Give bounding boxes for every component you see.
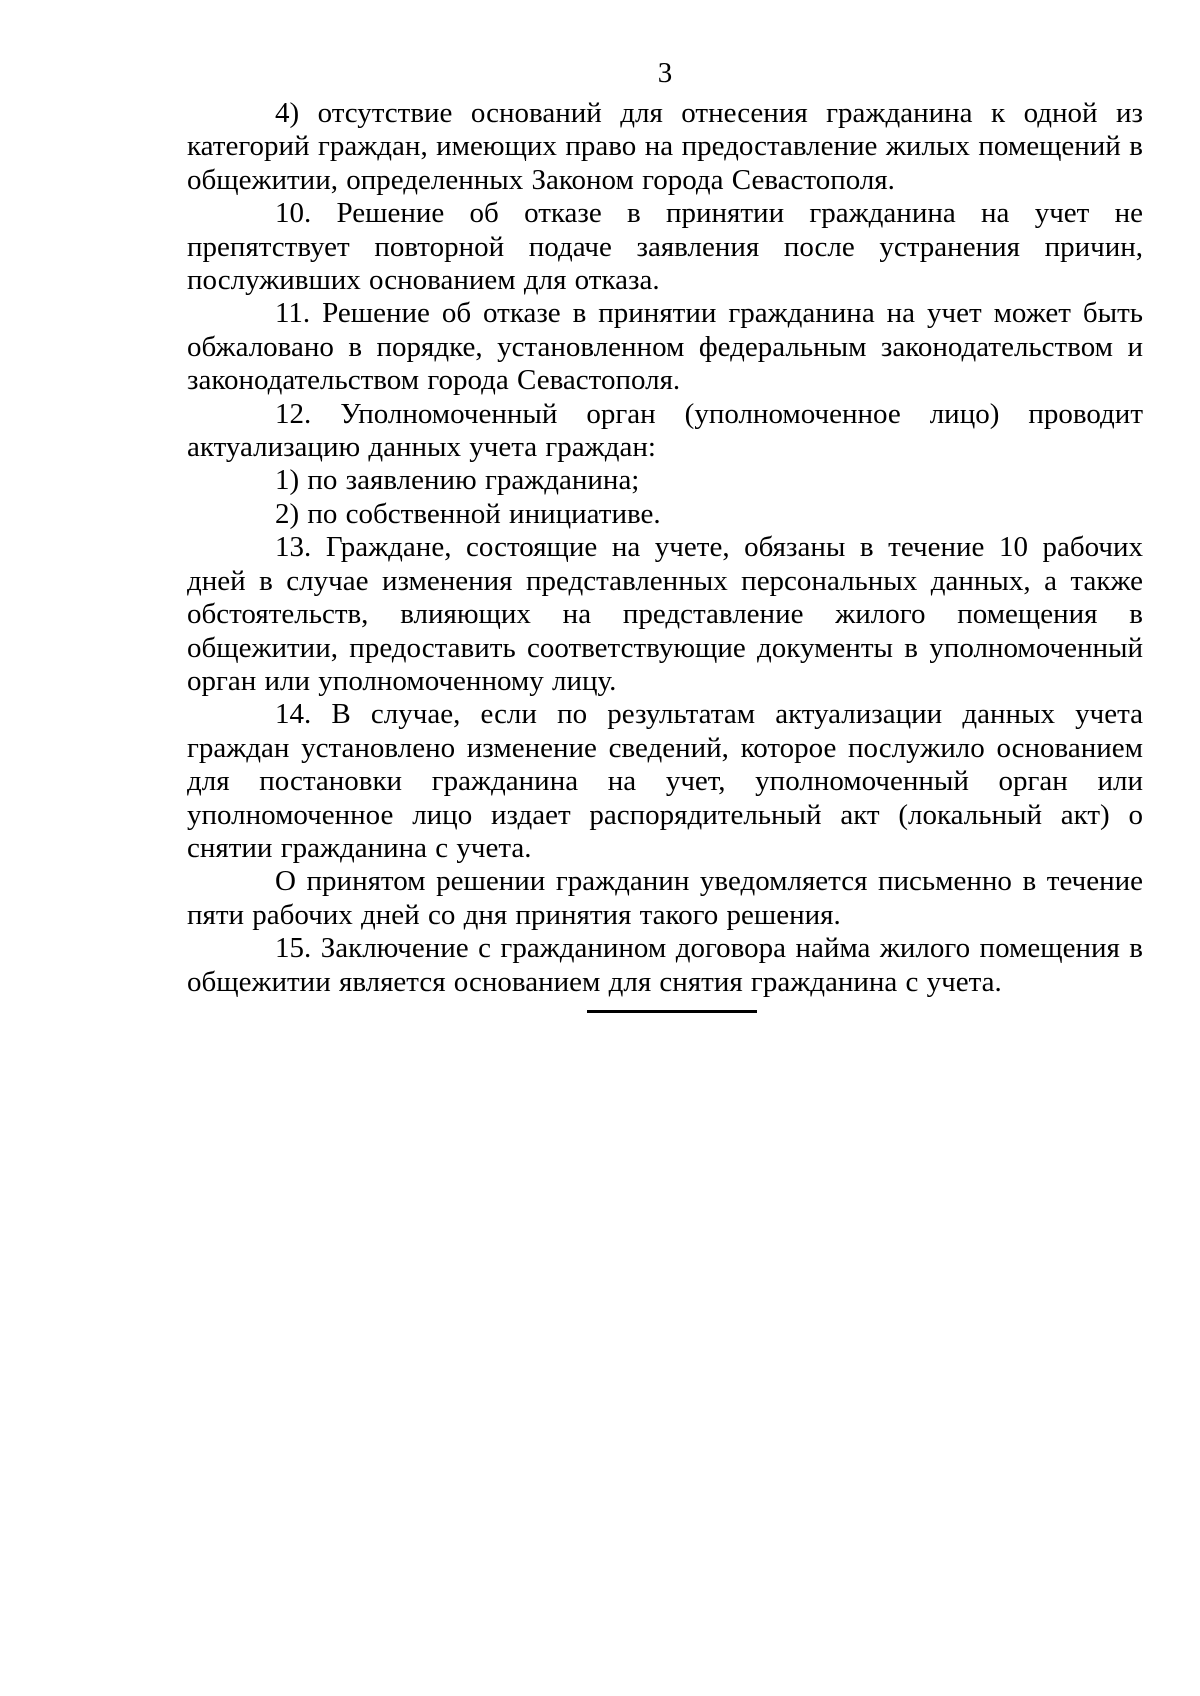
paragraph-14: 14. В случае, если по результатам актуализации данных учета граждан установлено изменение сведений, которое послужило основанием для постановки гражданина на учет, уполномоченный орган или уполномоченное лицо издает распорядительный акт (локальный акт) о снятии гражданина с учета.	[187, 698, 1143, 864]
paragraph-10: 10. Решение об отказе в принятии гражданина на учет не препятствует повторной подаче заявления после устранения причин, послуживших основанием для отказа.	[187, 197, 1143, 297]
paragraph-11: 11. Решение об отказе в принятии гражданина на учет может быть обжаловано в порядке, установленном федеральным законодательством и законодательством города Севастополя.	[187, 297, 1143, 397]
paragraph-15: 15. Заключение с гражданином договора найма жилого помещения в общежитии является основанием для снятия гражданина с учета.	[187, 932, 1143, 998]
section-divider	[587, 1010, 757, 1013]
document-body	[187, 97, 1143, 999]
paragraph-12-item-2: 2) по собственной инициативе.	[275, 497, 661, 530]
paragraph-12-item-1: 1) по заявлению гражданина;	[275, 464, 640, 497]
paragraph-item-4: 4) отсутствие оснований для отнесения гражданина к одной из категорий граждан, имеющих право на предоставление жилых помещений в общежитии, определенных Законом города Севастополя.	[187, 97, 1143, 196]
page-number: 3	[657, 57, 673, 89]
paragraph-13: 13. Граждане, состоящие на учете, обязаны в течение 10 рабочих дней в случае изменения представленных персональных данных, а также обстоятельств, влияющих на представление жилого помещения в общежитии, предоставить соответствующие документы в уполномоченный орган или уполномоченному лицу.	[187, 531, 1143, 697]
paragraph-12: 12. Уполномоченный орган (уполномоченное лицо) проводит актуализацию данных учета граждан:	[187, 397, 1143, 464]
paragraph-notification: О принятом решении гражданин уведомляется письменно в течение пяти рабочих дней со дня принятия такого решения.	[187, 865, 1143, 931]
